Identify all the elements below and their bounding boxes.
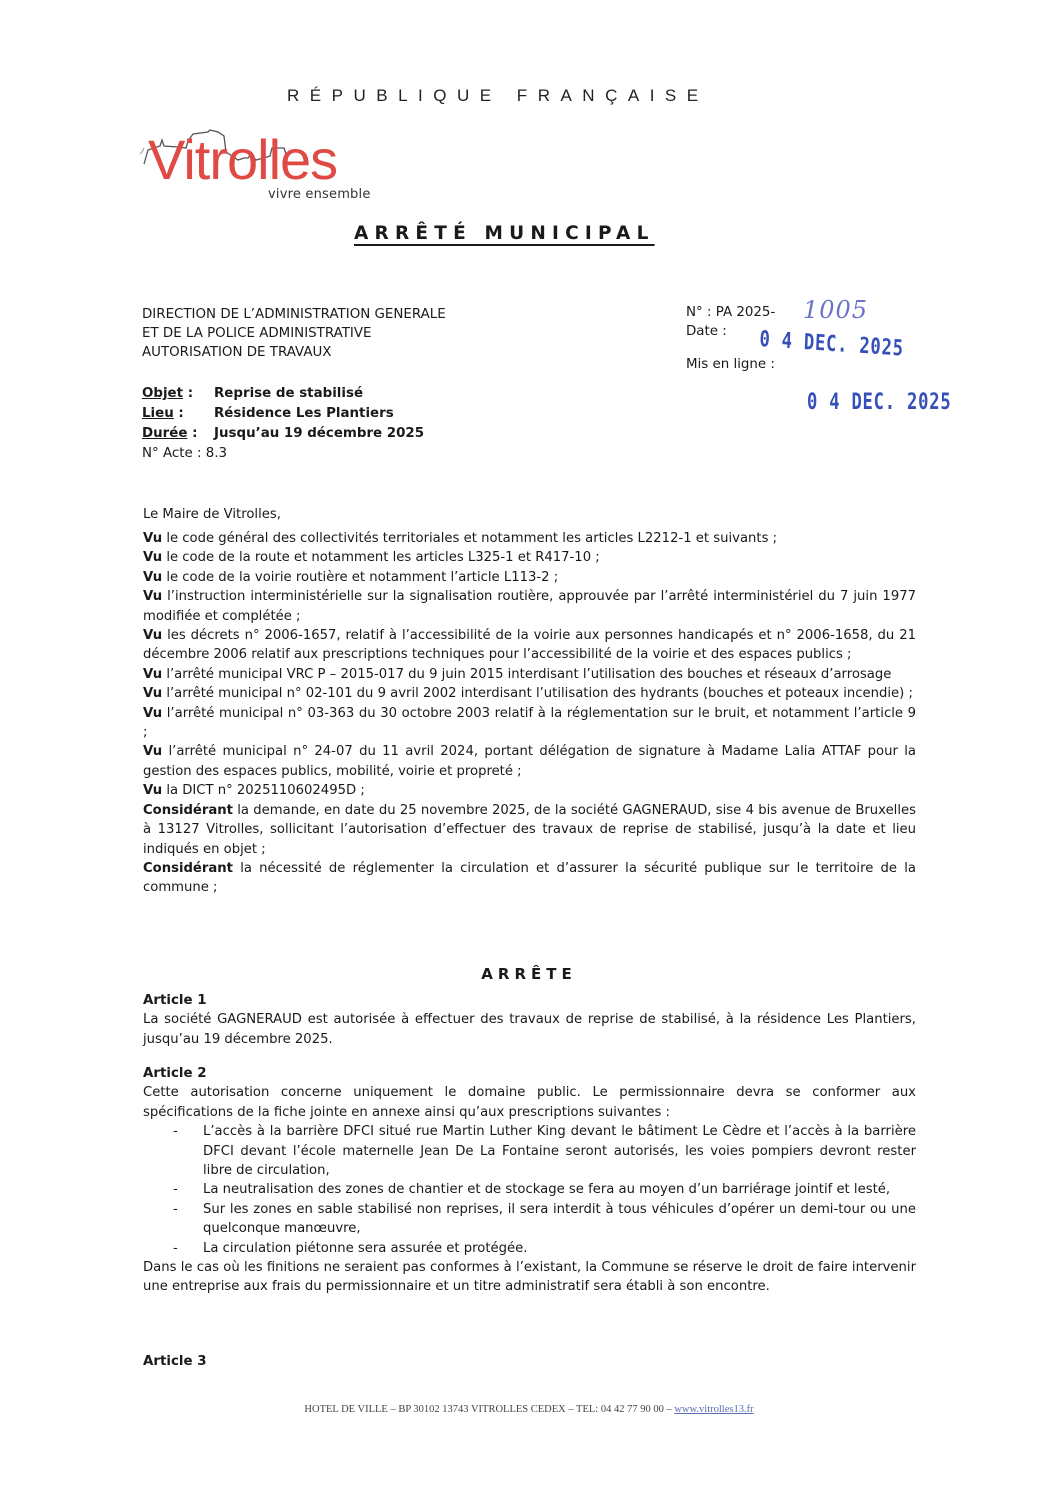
online-label: Mis en ligne : — [686, 357, 775, 372]
prescription-item: - La neutralisation des zones de chantier et de stockage se fera au moyen d’un barriérage jointif et lesté, — [143, 1180, 916, 1199]
objet-value: Reprise de stabilisé — [214, 386, 364, 401]
visa-item: Vu le code général des collectivités territoriales et notamment les articles L2212-1 et suivants ; — [143, 531, 778, 546]
republique-francaise-heading: RÉPUBLIQUE FRANÇAISE — [287, 86, 709, 105]
date-label: Date : — [686, 324, 727, 339]
considerant-item: Considérant la nécessité de réglementer la circulation et d’assurer la sécurité publique sur le territoire de la commune ; — [143, 860, 916, 896]
objet-label: Objet — [142, 386, 184, 401]
objet-row: Objet : Reprise de stabilisé — [142, 384, 424, 404]
prescription-item: - Sur les zones en sable stabilisé non reprises, il sera interdit à tous véhicules d’opérer un demi-tour ou une quelconque manœuvre, — [143, 1200, 916, 1239]
meta-block — [142, 384, 424, 464]
website-link[interactable]: www.vitrolles13.fr — [674, 1404, 754, 1415]
visa-item: Vu le code de la route et notamment les articles L325-1 et R417-10 ; — [143, 550, 600, 566]
lieu-row: Lieu : Résidence Les Plantiers — [142, 404, 424, 424]
article-intro: Cette autorisation concerne uniquement le domaine public. Le permissionnaire devra se conformer aux spécifications de la fiche jointe en annexe ainsi qu’aux prescriptions suivantes : — [143, 1085, 916, 1120]
acte-number: N° Acte : 8.3 — [142, 446, 228, 461]
considerant-item: Considérant la demande, en date du 25 novembre 2025, de la société GAGNERAUD, sise 4 bis avenue de Bruxelles à 13127 Vitrolles, sollicitant l’autorisation d’effectuer des travaux de reprise de stabilisé, jusqu’à la date et lieu indiqués en objet ; — [143, 802, 916, 857]
logo-tagline: vivre ensemble — [268, 187, 371, 202]
article-text: La société GAGNERAUD est autorisée à effectuer des travaux de reprise de stabilisé, à la résidence Les Plantiers, jusqu’au 19 décembre 2025. — [143, 1012, 916, 1047]
visa-item: Vu l’arrêté municipal n° 03-363 du 30 octobre 2003 relatif à la réglementation sur le bruit, et notamment l’article 9 ; — [143, 705, 916, 741]
article-title: Article 3 — [143, 1354, 207, 1369]
direction-block — [142, 305, 446, 362]
salutation: Le Maire de Vitrolles, — [143, 507, 281, 522]
prescriptions-list — [143, 1122, 916, 1258]
article-2 — [143, 1064, 916, 1297]
visa-item: Vu l’arrêté municipal n° 24-07 du 11 avril 2024, portant délégation de signature à Madame Lalia ATTAF pour la gestion des espaces publics, mobilité, voirie et propreté ; — [143, 744, 916, 779]
lieu-value: Résidence Les Plantiers — [214, 406, 394, 421]
handwritten-number: 1005 — [803, 296, 869, 324]
duree-row: Durée : Jusqu’au 19 décembre 2025 — [142, 424, 424, 444]
document-title: ARRÊTÉ MUNICIPAL — [354, 223, 655, 244]
visa-item: Vu l’arrêté municipal n° 02-101 du 9 avril 2002 interdisant l’utilisation des hydrants (bouches et poteaux incendie) ; — [143, 686, 913, 702]
direction-line: DIRECTION DE L’ADMINISTRATION GENERALE — [142, 307, 446, 322]
prescription-item: - L’accès à la barrière DFCI situé rue Martin Luther King devant le bâtiment Le Cèdre et l’accès à la barrière DFCI devant l’école maternelle Jean De La Fontaine seront autorisés, les voies pompiers devront rester libre de circulation, — [143, 1122, 916, 1180]
visas-list — [143, 529, 916, 898]
lieu-label: Lieu — [142, 406, 174, 421]
article-3 — [143, 1352, 916, 1371]
duree-label: Durée — [142, 426, 188, 441]
article-title: Article 1 — [143, 993, 207, 1008]
visa-item: Vu l’instruction interministérielle sur la signalisation routière, approuvée par l’arrêté interministériel du 7 juin 1977 modifiée et complétée ; — [143, 589, 916, 624]
visa-item: Vu les décrets n° 2006-1657, relatif à l’accessibilité de la voirie aux personnes handicapés et n° 2006-1658, du 21 décembre 2006 relatif aux prescriptions techniques pour l’accessibilité de la voirie et des espaces publics ; — [143, 628, 916, 663]
footer-address: HOTEL DE VILLE – BP 30102 13743 VITROLLES CEDEX – TEL: 04 42 77 90 00 – — [304, 1404, 675, 1415]
date-stamp: 0 4 DEC. 2025 — [758, 327, 905, 362]
article-outro: Dans le cas où les finitions ne seraient pas conformes à l’existant, la Commune se réserve le droit de faire intervenir une entreprise aux frais du permissionnaire et un titre administratif sera établi à son encontre. — [143, 1260, 916, 1295]
direction-line: ET DE LA POLICE ADMINISTRATIVE — [142, 326, 372, 341]
duree-value: Jusqu’au 19 décembre 2025 — [214, 426, 425, 441]
article-title: Article 2 — [143, 1066, 207, 1081]
logo-wordmark: Vitrolles — [148, 128, 338, 191]
visa-item: Vu l’arrêté municipal VRC P – 2015-017 du 9 juin 2015 interdisant l’utilisation des bouches et réseaux d’arrosage — [143, 666, 892, 682]
direction-line: AUTORISATION DE TRAVAUX — [142, 345, 332, 360]
online-date-stamp: 0 4 DEC. 2025 — [807, 390, 952, 415]
arrete-heading: ARRÊTE — [481, 965, 577, 983]
prescription-item: - La circulation piétonne sera assurée et protégée. — [143, 1239, 916, 1258]
footer — [0, 1404, 1058, 1415]
visa-item: Vu la DICT n° 2025110602495D ; — [143, 783, 365, 799]
article-1 — [143, 991, 916, 1049]
numero-label: N° : PA 2025- — [686, 305, 776, 320]
visa-item: Vu le code de la voirie routière et notamment l’article L113-2 ; — [143, 569, 559, 585]
